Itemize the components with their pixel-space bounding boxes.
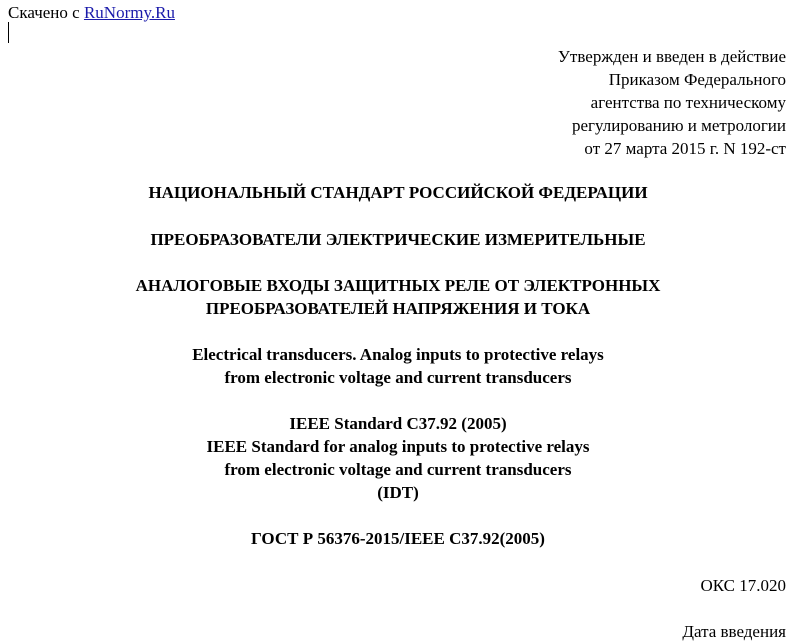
approval-line: Приказом Федерального: [608, 70, 786, 89]
title-ru-secondary: [0, 274, 790, 320]
approval-block: [558, 45, 786, 160]
source-site-link[interactable]: RuNormy.Ru: [83, 3, 175, 22]
title-en-line: Electrical transducers. Analog inputs to protective relays: [192, 345, 604, 364]
oks-code: ОКС 17.020: [700, 576, 786, 595]
download-source-prefix: Скачено с: [8, 3, 80, 22]
title-ru-secondary-line: АНАЛОГОВЫЕ ВХОДЫ ЗАЩИТНЫХ РЕЛЕ ОТ ЭЛЕКТРОННЫХ: [135, 276, 661, 295]
approval-line: от 27 марта 2015 г. N 192-ст: [584, 139, 786, 158]
title-ru-secondary-line: ПРЕОБРАЗОВАТЕЛЕЙ НАПРЯЖЕНИЯ И ТОКА: [205, 299, 591, 318]
title-ru-primary-text: ПРЕОБРАЗОВАТЕЛИ ЭЛЕКТРИЧЕСКИЕ ИЗМЕРИТЕЛЬНЫЕ: [150, 230, 646, 249]
ieee-reference: [0, 412, 790, 504]
gost-number-text: ГОСТ Р 56376-2015/IEEE C37.92(2005): [251, 529, 545, 548]
ieee-line: from electronic voltage and current transducers: [224, 460, 572, 479]
title-en: [0, 343, 790, 389]
text-cursor: [8, 22, 9, 43]
ieee-line: IEEE Standard for analog inputs to protective relays: [206, 437, 590, 456]
approval-line: Утвержден и введен в действие: [557, 47, 786, 66]
standard-type-text: НАЦИОНАЛЬНЫЙ СТАНДАРТ РОССИЙСКОЙ ФЕДЕРАЦИИ: [148, 183, 648, 202]
approval-line: агентства по техническому: [590, 93, 786, 112]
approval-line: регулированию и метрологии: [571, 116, 786, 135]
ieee-line: IEEE Standard C37.92 (2005): [289, 414, 507, 433]
download-source-line: [8, 1, 175, 24]
gost-number: [0, 527, 790, 550]
title-en-line: from electronic voltage and current transducers: [224, 368, 572, 387]
standard-type-heading: [0, 181, 790, 204]
title-ru-primary: [0, 228, 790, 251]
ieee-line: (IDT): [377, 483, 419, 502]
intro-date-label: Дата введения: [682, 622, 786, 641]
